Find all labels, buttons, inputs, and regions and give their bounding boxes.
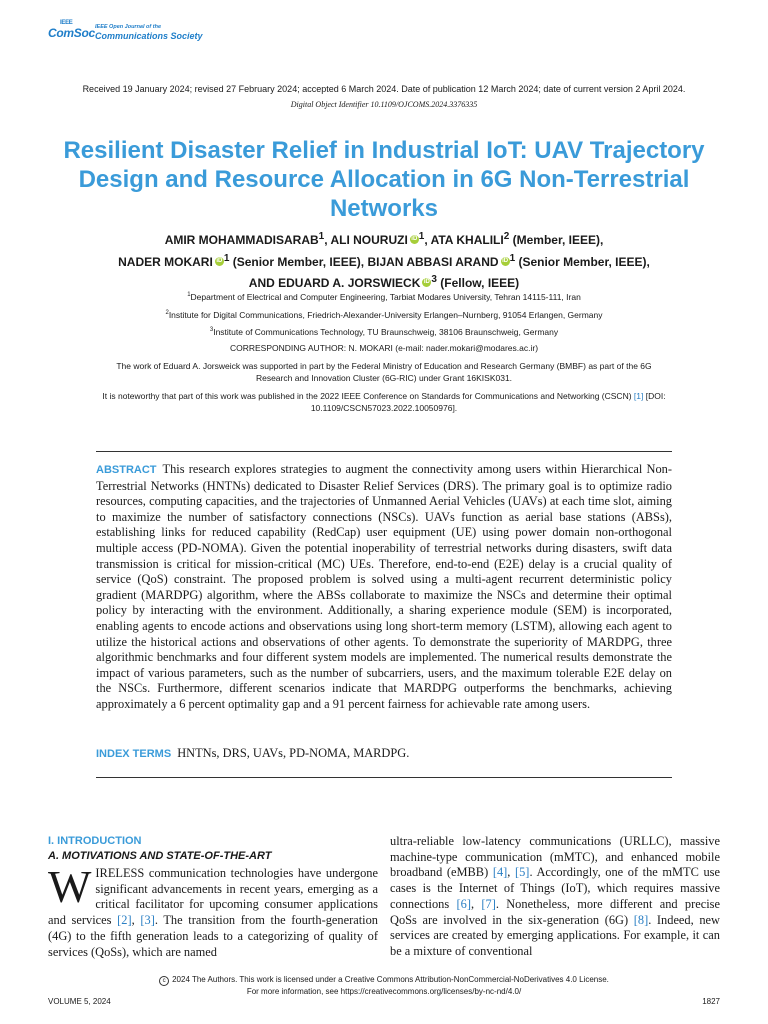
received-dates: Received 19 January 2024; revised 27 February 2024; accepted 6 March 2024. Date of publication 12 March 2024; date of current version 2 April 2024. bbox=[82, 84, 686, 94]
doi-line: Digital Object Identifier 10.1109/OJCOMS.2024.3376335 bbox=[290, 100, 478, 109]
paragraph-text: . Indeed, new services are created by emerging applications. For example, it can be a mixture of conventional bbox=[390, 912, 720, 958]
reference-separator: , bbox=[470, 896, 475, 911]
author-list: AMIR MOHAMMADISARAB$^1$, ALI NOURUZI iD $^1$, ATA KHALILI$^2$ (Member, IEEE), NADER MOKARI iD $^1$ (Senior Member, IEEE), BIJAN ABBASI ARAND iD $^1$ (Senior Member, IEEE), AND EDUARD A. JORSWIECK iD $^3$ (Fellow, IEEE) bbox=[118, 231, 650, 290]
affiliation-1 bbox=[60, 289, 708, 303]
reference-separator: , bbox=[131, 913, 135, 928]
orcid-icon[interactable]: iD bbox=[216, 257, 223, 264]
author-and: AND bbox=[248, 276, 275, 290]
prior-work-text: It is noteworthy that part of this work was published in the 2022 IEEE Conference on Standards for Communications and Networking (CSCN) bbox=[102, 391, 632, 401]
orcid-icon[interactable]: iD bbox=[411, 236, 418, 242]
index-terms bbox=[96, 746, 672, 761]
author-affil-sup: 1 bbox=[223, 252, 230, 264]
license-line-1 bbox=[0, 974, 768, 986]
paragraph-text: . Nonetheless, more different and precise QoSs are involved in the six-generation (6G) bbox=[390, 896, 720, 927]
reference-link[interactable]: [4] bbox=[492, 865, 508, 880]
affiliation-sup: 3 bbox=[209, 327, 214, 333]
paragraph-text: IRELESS communication technologies have undergone significant advancements in recent years, emerging as a critical facilitator for upcoming consumer applications and services bbox=[48, 866, 378, 928]
reference-link[interactable]: [7] bbox=[481, 896, 496, 911]
divider bbox=[96, 777, 672, 778]
author-affil-sup: 2 bbox=[503, 231, 510, 242]
logo-society-line: Communications Society bbox=[95, 31, 203, 41]
author-affil-sup: 3 bbox=[431, 274, 437, 285]
reference-link[interactable]: [8] bbox=[633, 912, 649, 927]
index-terms-label: INDEX TERMS bbox=[96, 748, 172, 760]
left-column-text bbox=[48, 861, 378, 960]
section-heading: I. INTRODUCTION bbox=[48, 835, 142, 847]
prior-work-note bbox=[100, 390, 668, 414]
prior-work-doi: [DOI: 10.1109/CSCN57023.2022.10050976]. bbox=[310, 391, 666, 413]
drop-cap: W bbox=[48, 861, 92, 912]
affiliation-sup: 2 bbox=[165, 310, 169, 316]
paragraph-text: . Accordingly, one of the mMTC use cases is the Internet of Things (IoT), which requires massive connections bbox=[390, 865, 720, 911]
author-affil-sup: 1 bbox=[418, 231, 425, 242]
reference-link[interactable]: [5] bbox=[514, 865, 530, 880]
author-name: BIJAN ABBASI ARAND bbox=[367, 254, 499, 269]
license-text: 2024 The Authors. This work is licensed under a Creative Commons Attribution-NonCommercial-NoDerivatives 4.0 License. bbox=[172, 975, 609, 984]
reference-separator: , bbox=[507, 865, 511, 880]
logo-mark-text: ComSoc bbox=[48, 26, 95, 40]
affiliation-2 bbox=[60, 307, 708, 321]
logo-ieee-text: IEEE bbox=[60, 20, 73, 26]
paragraph-text: ultra-reliable low-latency communications (URLLC), massive machine-type communication (mMTC), and enhanced mobile broadband (eMBB) bbox=[390, 834, 720, 880]
logo-journal-line: IEEE Open Journal of the bbox=[95, 24, 162, 30]
right-column-text bbox=[390, 834, 720, 960]
affiliation-sup: 1 bbox=[187, 292, 191, 298]
affiliation-text: Institute for Digital Communications, Friedrich-Alexander-University Erlangen–Nurnberg, 91054 Erlangen, Germany bbox=[168, 309, 603, 320]
volume-label: VOLUME 5, 2024 bbox=[48, 997, 111, 1006]
author-membership: (Senior Member, IEEE), bbox=[232, 254, 365, 269]
author-affil-sup: 1 bbox=[509, 252, 516, 264]
subsection-heading: A. MOTIVATIONS AND STATE-OF-THE-ART bbox=[48, 850, 272, 862]
affiliation-text: Institute of Communications Technology, TU Braunschweig, 38106 Braunschweig, Germany bbox=[213, 326, 559, 337]
author-affil-sup: 1 bbox=[318, 231, 325, 242]
license-line-2: For more information, see https://creativecommons.org/licenses/by-nc-nd/4.0/ bbox=[246, 987, 522, 996]
journal-logo bbox=[48, 20, 248, 46]
abstract-label: ABSTRACT bbox=[96, 464, 157, 476]
reference-link[interactable]: [2] bbox=[117, 913, 132, 928]
author-membership: (Senior Member, IEEE), bbox=[518, 254, 650, 269]
author-name: ATA KHALILI bbox=[430, 233, 504, 247]
reference-link[interactable]: [1] bbox=[633, 391, 644, 401]
orcid-icon[interactable]: iD bbox=[423, 279, 430, 285]
author-name: ALI NOURUZI bbox=[330, 233, 408, 247]
author-membership: (Member, IEEE), bbox=[512, 233, 604, 247]
page-number: 1827 bbox=[702, 997, 720, 1006]
abstract-text: This research explores strategies to augment the connectivity among users within Hierarchical Non-Terrestrial Networks (HNTNs) dedicated to Disaster Relief Services (DRS). The primary goal is to optimize radio resources, computing capacities, and the trajectories of Unmanned Aerial Vehicles (UAVs) at each time slot, aiming to maximize the number of satisfactory connections (NSCs). UAVs function as aerial base stations (ABSs), establishing links for reduced capability (RedCap) user equipment (UE) using power domain non-orthogonal multiple access (PD-NOMA). Given the potential inoperability of terrestrial networks during disasters, swift data transmission is critical for mission-critical (MC) UEs. Therefore, end-to-end (E2E) delay is a crucial quality of service (QoS) constraint. The proposed problem is solved using a multi-agent recurrent deterministic policy gradient (MARDPG) algorithm, where the ABSs collaborate to maximize the NSCs and determine their optimal policy by interacting with the environment. Additionally, a sharing experience module (SEM) is incorporated, enabling agents to encode actions and observations using long short-term memory (LSTM), allowing each agent to utilize the historical actions and observations of other agents. To demonstrate the superiority of MARDPG, three algorithmic benchmarks and four different system models are implemented. The numerical results demonstrate the impact of various parameters, such as the number of subcarriers, users, and the maximum tolerable E2E delay on the NSCs. Furthermore, different scenarios indicate that MARDPG outperforms the benchmarks, achieving approximately a 6 percent optimality gap and a 91 percent fairness for achievable rate among users. bbox=[96, 462, 672, 711]
author-name: EDUARD A. JORSWIECK bbox=[278, 276, 421, 290]
copyright-icon: c bbox=[159, 976, 169, 986]
paper-title: Resilient Disaster Relief in Industrial IoT: UAV Trajectory Design and Resource Allocation in 6G Non-Terrestrial Networks bbox=[63, 137, 705, 222]
author-name: AMIR MOHAMMADISARAB bbox=[164, 233, 319, 247]
index-terms-text: HNTNs, DRS, UAVs, PD-NOMA, MARDPG. bbox=[177, 746, 410, 760]
orcid-icon[interactable]: iD bbox=[502, 257, 509, 264]
affiliation-text: Department of Electrical and Computer Engineering, Tarbiat Modares University, Tehran 14115-111, Iran bbox=[190, 291, 581, 302]
affiliation-3 bbox=[60, 324, 708, 338]
corresponding-author: CORRESPONDING AUTHOR: N. MOKARI (e-mail: nader.mokari@modares.ac.ir) bbox=[229, 343, 539, 353]
divider bbox=[96, 451, 672, 452]
author-membership: (Fellow, IEEE) bbox=[440, 276, 520, 290]
abstract bbox=[96, 462, 672, 713]
author-name: NADER MOKARI bbox=[118, 254, 213, 269]
paragraph-text: . The transition from the fourth-generation (4G) to the fifth generation leads to a categorizing of quality of services (QoSs), which are named bbox=[48, 913, 378, 959]
funding-note: The work of Eduard A. Jorsweick was supported in part by the Federal Ministry of Education and Research Germany (BMBF) as part of the 6G Research and Innovation Cluster (6G-RIC) under Grant 16KISK031. bbox=[116, 361, 652, 383]
comsoc-logo-mark bbox=[48, 20, 95, 40]
reference-link[interactable]: [3] bbox=[140, 913, 155, 928]
reference-link[interactable]: [6] bbox=[456, 896, 471, 911]
